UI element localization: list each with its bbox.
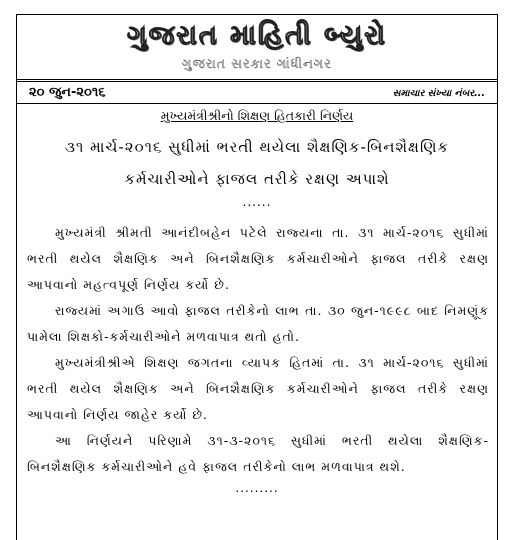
press-release-page	[16, 14, 498, 540]
article-paragraph: આ નિર્ણયને પરિણામે ૩૧-૩-૨૦૧૬ સુધીમાં ભરતી થયેલા શૈક્ષણિક-બિનશૈક્ષણિક કર્મચારીઓને હવે ફાજલ તરીકેનો લાભ મળવાપાત્ર થશે.	[27, 433, 489, 474]
release-date: ૨૦ જુન-૨૦૧૬	[29, 85, 106, 100]
news-number-label: સમાચાર સંખ્યા નંબર...	[392, 88, 485, 99]
separator-top: ......	[242, 195, 272, 209]
article-topic	[17, 108, 497, 124]
headline-line-1: ૩૧ માર્ચ-૨૦૧૬ સુધીમાં ભરતી થયેલા શૈક્ષણિક-બિનશૈક્ષણિક	[65, 138, 449, 156]
masthead-subtitle: ગુજરાત સરકાર ગાંધીનગર	[181, 57, 332, 72]
headline-line-2: કર્મચારીઓને ફાજલ તરીકે રક્ષણ અપાશે	[124, 170, 390, 188]
article-paragraph: મુખ્યમંત્રી શ્રીમતી આનંદીબહેન પટેલે રાજ્યના તા. ૩૧ માર્ચ-૨૦૧૬ સુધીમાં ભરતી થયેલ શૈક્ષણિક અને બિનશૈક્ષણિક કર્મચારીઓને ફાજલ તરીકે રક્ષણ આપવાનો મહત્વપૂર્ણ નિર્ણય કર્યો છે.	[27, 225, 489, 292]
article-paragraph: મુખ્યમંત્રીશ્રીએ શિક્ષણ જગતના વ્યાપક હિતમાં તા. ૩૧ માર્ચ-૨૦૧૬ સુધીમાં ભરતી થયેલ શૈક્ષણિક અને બિનશૈક્ષણિક કર્મચારીઓને ફાજલ તરીકે રક્ષણ આપવાનો નિર્ણય જાહેર કર્યો છે.	[27, 355, 489, 422]
header-divider-bottom	[17, 103, 497, 104]
header-divider-top	[17, 79, 497, 80]
article-body	[27, 220, 489, 480]
separator-bottom: .........	[235, 481, 279, 495]
masthead-title: ગુજરાત માહિતી બ્યુરો	[127, 20, 387, 51]
header-divider-top-double	[17, 81, 497, 82]
article-topic-text: મુખ્યમંત્રીશ્રીનો શિક્ષણ હિતકારી નિર્ણય	[160, 108, 354, 123]
article-headline	[17, 131, 497, 195]
article-paragraph: રાજ્યમાં અગાઉ આવો ફાજલ તરીકેનો લાભ તા. ૩૦ જુન-૧૯૯૮ બાદ નિમણૂંક પામેલા શિક્ષકો-કર્મચારીઓને મળવાપાત્ર થતો હતો.	[27, 303, 489, 344]
